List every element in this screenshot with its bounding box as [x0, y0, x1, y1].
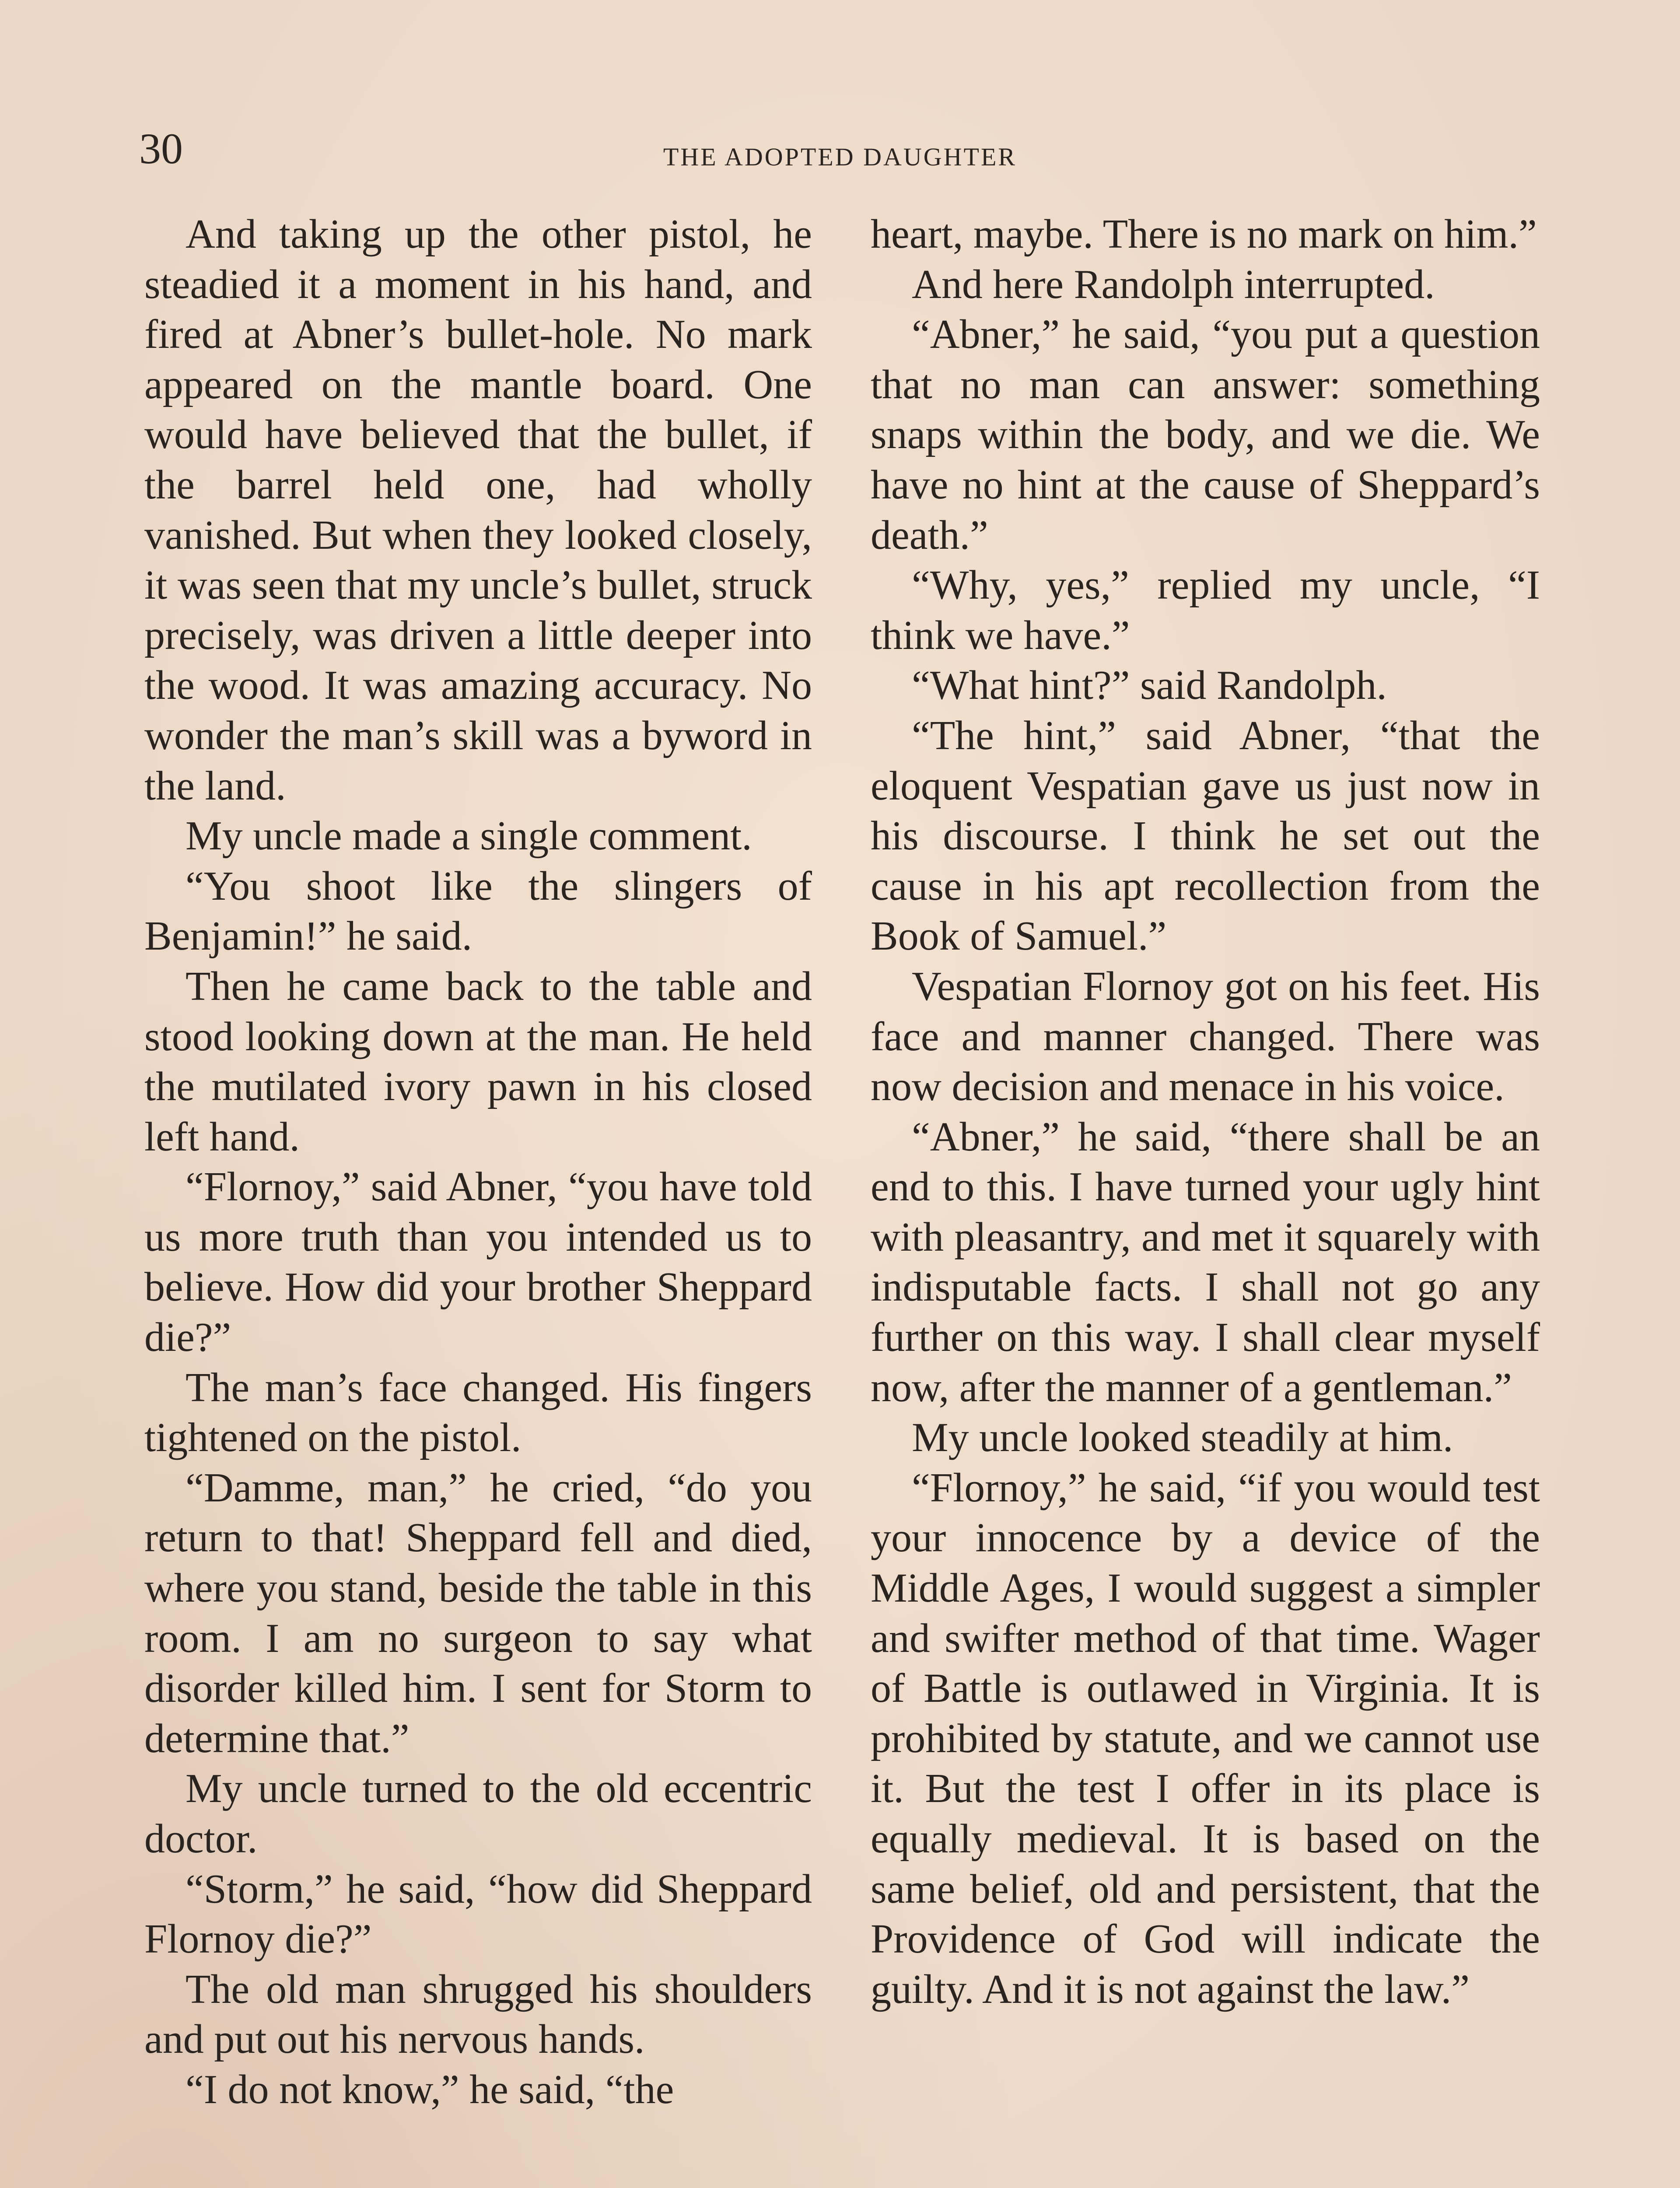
paragraph: Then he came back to the table and stood looking down at the man. He held the mutilated ivory pawn in his closed left hand.: [144, 963, 812, 1160]
paragraph-continued: heart, maybe. There is no mark on him.”: [871, 211, 1537, 257]
paragraph: “Abner,” he said, “there shall be an end to this. I have turned your ugly hint with pleasantry, and met it squarely with indisputable facts. I shall not go any further on this way. I shall clear myself now, after the manner of a gentleman.”: [871, 1114, 1540, 1410]
paragraph: “You shoot like the slingers of Benjamin!” he said.: [144, 863, 812, 959]
paragraph: My uncle looked steadily at him.: [912, 1415, 1453, 1461]
paragraph: The man’s face changed. His fingers tightened on the pistol.: [144, 1364, 812, 1461]
paragraph: And here Randolph interrupted.: [912, 261, 1435, 307]
paragraph: “The hint,” said Abner, “that the eloquent Vespatian gave us just now in his discourse. I think he set out the cause in his apt recollection from the Book of Samuel.”: [871, 712, 1540, 959]
paragraph: “I do not know,” he said, “the: [186, 2066, 674, 2112]
paragraph: “Flornoy,” he said, “if you would test your innocence by a device of the Middle Ages, I would suggest a simpler and swifter method of that time. Wager of Battle is outlawed in Virginia. It is prohibited by statute, and we cannot use it. But the test I offer in its place is equally medieval. It is based on the same belief, old and persistent, that the Providence of God will indicate the guilty. And it is not against the law.”: [871, 1465, 1540, 2012]
running-title: THE ADOPTED DAUGHTER: [663, 143, 1017, 171]
paragraph: The old man shrugged his shoulders and put out his nervous hands.: [144, 1966, 812, 2062]
paragraph: “Abner,” he said, “you put a question that no man can answer: something snaps within the body, and we die. We have no hint at the cause of Sheppard’s death.”: [871, 312, 1540, 558]
paragraph: “What hint?” said Randolph.: [912, 663, 1387, 708]
paragraph: And taking up the other pistol, he steadied it a moment in his hand, and fired at Abner’s bullet-hole. No mark appeared on the mantle board. One would have believed that the bullet, if the barrel held one, had wholly vanished. But when they looked closely, it was seen that my uncle’s bullet, struck precisely, was driven a little deeper into the wood. It was amazing accuracy. No wonder the man’s skill was a byword in the land.: [144, 211, 812, 809]
left-text-column: [144, 209, 812, 2115]
paragraph: “Flornoy,” said Abner, “you have told us more truth than you intended us to believe. How did your brother Sheppard die?”: [144, 1164, 812, 1360]
paragraph: “Damme, man,” he cried, “do you return to that! Sheppard fell and died, where you stand, beside the table in this room. I am no surgeon to say what disorder killed him. I sent for Storm to determine that.”: [144, 1465, 812, 1761]
paragraph: “Storm,” he said, “how did Sheppard Flornoy die?”: [144, 1866, 812, 1962]
paragraph: My uncle turned to the old eccentric doctor.: [144, 1766, 812, 1862]
page-number: 30: [139, 124, 183, 173]
right-text-column: [871, 209, 1540, 2014]
paragraph: Vespatian Flornoy got on his feet. His face and manner changed. There was now decision and menace in his voice.: [871, 963, 1540, 1110]
paragraph: My uncle made a single comment.: [186, 813, 752, 859]
paragraph: “Why, yes,” replied my uncle, “I think we have.”: [871, 562, 1540, 658]
